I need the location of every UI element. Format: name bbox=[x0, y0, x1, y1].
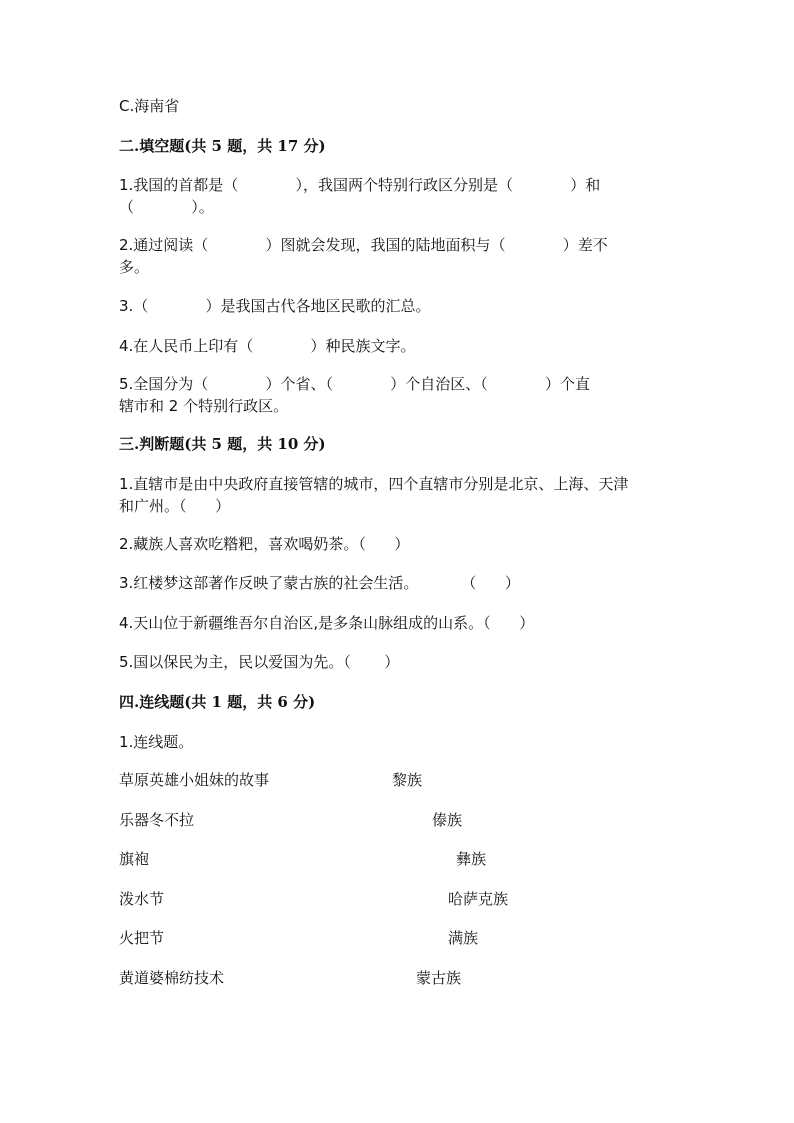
choice-option-c: C.海南省 bbox=[119, 97, 180, 115]
judge-question-3: 3.红楼梦这部著作反映了蒙古族的社会生活。 （ ） bbox=[119, 574, 520, 592]
judge-question-1-line-1: 1.直辖市是由中央政府直接管辖的城市，四个直辖市分别是北京、上海、天津 bbox=[119, 475, 629, 493]
section-heading-fill-in: 二.填空题(共 5 题，共 17 分) bbox=[119, 137, 326, 155]
judge-question-1-line-2: 和广州。（ ） bbox=[119, 497, 231, 515]
matching-question-1: 1.连线题。 bbox=[119, 733, 194, 751]
fill-question-5-line-2: 辖市和 2 个特别行政区。 bbox=[119, 397, 289, 415]
judge-question-4: 4.天山位于新疆维吾尔自治区,是多条山脉组成的山系。（ ） bbox=[119, 614, 535, 632]
match-right-item: 傣族 bbox=[432, 811, 463, 829]
fill-question-5-line-1: 5.全国分为（ ）个省、（ ）个自治区、（ ）个直 bbox=[119, 375, 590, 393]
match-left-item: 黄道婆棉纺技术 bbox=[119, 969, 225, 987]
match-right-item: 哈萨克族 bbox=[448, 890, 509, 908]
match-left-item: 乐器冬不拉 bbox=[119, 811, 195, 829]
match-left-item: 泼水节 bbox=[119, 890, 165, 908]
fill-question-3: 3.（ ）是我国古代各地区民歌的汇总。 bbox=[119, 297, 431, 315]
match-right-item: 满族 bbox=[448, 929, 479, 947]
fill-question-1-line-1: 1.我国的首都是（ ），我国两个特别行政区分别是（ ）和 bbox=[119, 176, 601, 194]
fill-question-2-line-1: 2.通过阅读（ ）图就会发现，我国的陆地面积与（ ）差不 bbox=[119, 236, 608, 254]
match-left-item: 火把节 bbox=[119, 929, 165, 947]
match-right-item: 彝族 bbox=[456, 850, 487, 868]
section-heading-matching: 四.连线题(共 1 题，共 6 分) bbox=[119, 693, 316, 711]
fill-question-4: 4.在人民币上印有（ ）种民族文字。 bbox=[119, 337, 416, 355]
judge-question-2: 2.藏族人喜欢吃糌粑，喜欢喝奶茶。（ ） bbox=[119, 535, 410, 553]
fill-question-1-line-2: （ ）。 bbox=[119, 198, 214, 216]
match-left-item: 旗袍 bbox=[119, 850, 150, 868]
fill-question-2-line-2: 多。 bbox=[119, 258, 150, 276]
judge-question-5: 5.国以保民为主，民以爱国为先。（ ） bbox=[119, 653, 400, 671]
match-right-item: 黎族 bbox=[392, 771, 423, 789]
match-left-item: 草原英雄小姐妹的故事 bbox=[119, 771, 270, 789]
section-heading-true-false: 三.判断题(共 5 题，共 10 分) bbox=[119, 435, 326, 453]
match-right-item: 蒙古族 bbox=[416, 969, 462, 987]
